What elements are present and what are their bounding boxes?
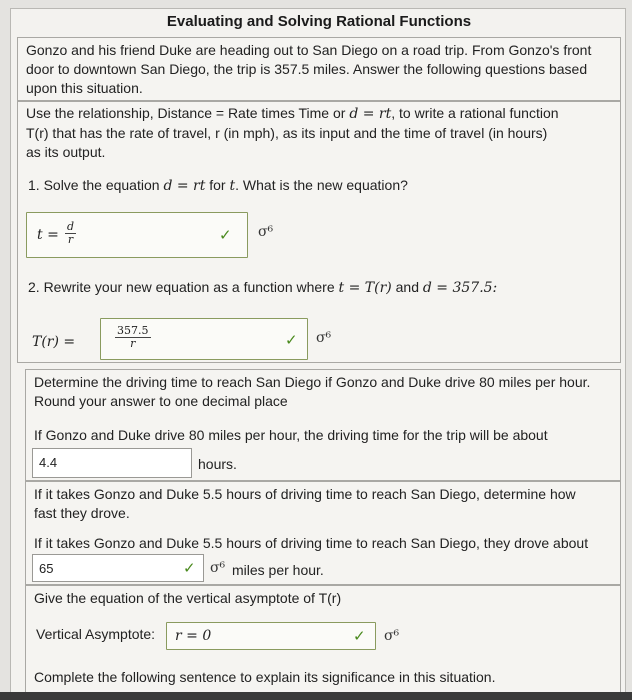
q5-answer-field[interactable]: r = 0 ✓: [166, 622, 376, 650]
q2-lhs: T(r) =: [32, 334, 76, 350]
q5-prompt: Give the equation of the vertical asymptote of T(r): [34, 590, 342, 606]
instructions: Use the relationship, Distance = Rate times Time or d = rt, to write a rational function T(r) that has the rate of travel, r (in mph), as its input and the time of travel (in hours) as its output.: [26, 105, 559, 160]
q2-prompt: 2. Rewrite your new equation as a function where t = T(r) and d = 357.5:: [28, 279, 498, 296]
q3-box: [25, 369, 621, 481]
q4-box: [25, 481, 621, 585]
check-icon: ✓: [285, 332, 298, 349]
q1-fraction: $\frac{d}{r}$: [67, 220, 75, 246]
q2-answer-field[interactable]: [100, 318, 308, 360]
check-icon: ✓: [183, 560, 196, 577]
q4-sentence: If it takes Gonzo and Duke 5.5 hours of driving time to reach San Diego, they drove about: [34, 535, 589, 551]
preview-icon[interactable]: σ⁶: [316, 330, 332, 346]
preview-icon[interactable]: σ⁶: [384, 628, 400, 644]
q4-answer-input[interactable]: 65 ✓: [32, 554, 204, 582]
page-title: Evaluating and Solving Rational Functions: [166, 13, 472, 30]
q3-prompt: Determine the driving time to reach San Diego if Gonzo and Duke drive 80 miles per hour. Round your answer to one decimal place: [34, 374, 591, 409]
preview-icon[interactable]: σ⁶: [258, 224, 274, 240]
q3-unit: hours.: [198, 456, 237, 472]
q5-box: [25, 585, 621, 693]
q4-unit: miles per hour.: [232, 562, 324, 578]
check-icon: ✓: [219, 227, 232, 244]
main-question-box: [17, 101, 621, 363]
q1-prompt: 1. Solve the equation d = rt for t. What is the new equation?: [28, 177, 408, 194]
preview-icon[interactable]: σ⁶: [210, 560, 226, 576]
q3-answer-input[interactable]: 4.4: [32, 448, 192, 478]
intro-text: Gonzo and his friend Duke are heading out to San Diego on a road trip. From Gonzo's front door to downtown San Diego, the trip is 357.5 miles. Answer the following questions based upon this situation.: [26, 42, 592, 96]
bottom-bar: [0, 692, 632, 700]
check-icon: ✓: [353, 628, 366, 645]
q3-sentence: If Gonzo and Duke drive 80 miles per hour, the driving time for the trip will be about: [34, 427, 548, 443]
intro-box: [17, 37, 621, 101]
q1-answer-field[interactable]: t = $\frac{d}{r}$ ✓: [26, 212, 248, 258]
q5-label: Vertical Asymptote:: [36, 626, 156, 642]
worksheet: [10, 8, 626, 700]
q2-fraction: $\frac{357.5}{r}$: [117, 324, 149, 350]
q6-prompt: Complete the following sentence to explain its significance in this situation.: [34, 669, 496, 685]
q4-prompt: If it takes Gonzo and Duke 5.5 hours of driving time to reach San Diego, determine how fast they drove.: [34, 486, 576, 521]
